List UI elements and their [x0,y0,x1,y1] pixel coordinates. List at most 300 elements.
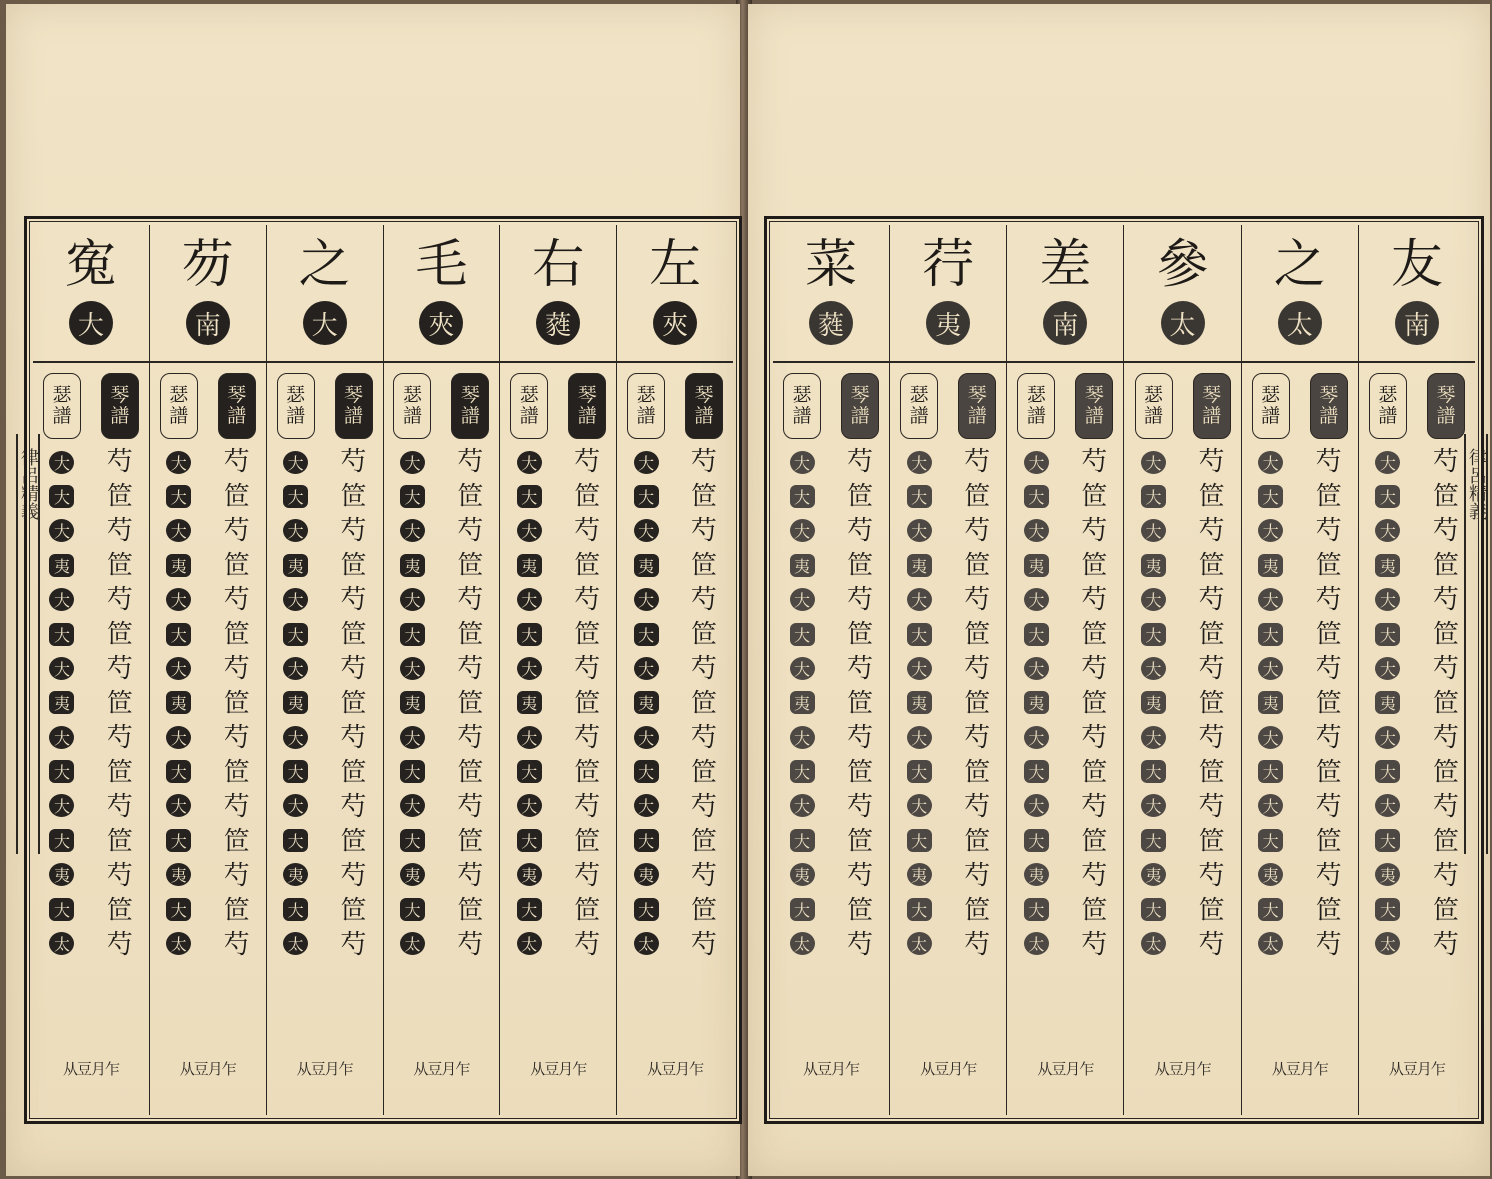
note-mark: 太 [790,932,815,955]
tablature-glyph: 芍 [223,516,250,546]
note-mark-list [634,445,659,961]
label-char: 譜 [1144,405,1164,427]
score-column [33,225,149,1115]
note-mark: 夷 [1258,691,1283,714]
column-body [150,363,266,1115]
note-mark: 大 [907,485,932,508]
note-mark: 大 [1258,794,1283,817]
tablature-glyph: 芍 [691,792,718,822]
note-mark: 大 [790,829,815,852]
label-char: 譜 [909,405,929,427]
tablature-glyph: 笸 [1081,688,1108,719]
note-mark: 夷 [517,554,542,577]
tablature-glyph: 芍 [340,792,367,822]
se-label [1369,373,1407,439]
tablature-glyph: 芍 [340,654,367,684]
tablature-glyph: 笸 [106,550,133,581]
note-mark: 大 [166,588,191,611]
note-mark: 大 [400,760,425,783]
note-mark: 夷 [634,554,659,577]
label-char: 譜 [967,405,987,427]
tablature-glyph: 笸 [1315,895,1342,926]
tablature-glyph: 芍 [1081,723,1108,753]
tablature-glyph: 笸 [691,550,718,581]
lyric-character: 荇 [922,235,975,295]
note-mark: 夷 [1024,554,1049,577]
note-mark: 大 [400,519,425,542]
tablature-glyph: 笸 [340,481,367,512]
note-mark: 夷 [400,691,425,714]
tablature-glyph: 芍 [1081,861,1108,891]
note-mark: 夷 [790,554,815,577]
qin-label [1193,373,1231,439]
qin-label [218,373,256,439]
tablature-list [1316,445,1342,963]
note-mark: 大 [166,726,191,749]
label-char: 瑟 [792,384,812,407]
note-mark: 大 [1375,623,1400,646]
column-footer: 从豆月乍 [530,1060,587,1078]
note-mark: 大 [634,898,659,921]
note-mark: 大 [1258,623,1283,646]
tablature-list [1081,445,1107,963]
label-char: 瑟 [1261,384,1281,407]
note-mark: 大 [1141,794,1166,817]
lyric-character: 芴 [181,235,234,295]
tablature-glyph: 芍 [1198,723,1225,753]
note-mark: 大 [1375,829,1400,852]
left-edge-title: 律呂精義 [16,434,40,854]
right-edge-title: 律呂精義 [1464,434,1488,854]
tablature-glyph: 笸 [457,826,484,857]
tablature-glyph: 芍 [964,930,991,960]
note-mark: 大 [283,519,308,542]
tablature-list [224,445,250,963]
tablature-glyph: 笸 [223,826,250,857]
column-footer: 从豆月乍 [1388,1060,1445,1078]
tablature-glyph: 芍 [106,654,133,684]
note-mark: 大 [283,726,308,749]
note-mark: 大 [166,760,191,783]
tablature-glyph: 笸 [847,895,874,926]
column-header [1242,225,1358,363]
tablature-glyph: 笸 [1198,481,1225,512]
right-columns [773,225,1475,1115]
qin-notation [675,363,733,1115]
score-column [889,225,1006,1115]
tablature-glyph: 芍 [847,516,874,546]
note-mark: 大 [283,485,308,508]
note-mark: 大 [790,623,815,646]
tablature-glyph: 芍 [847,447,874,477]
note-mark: 夷 [1375,863,1400,886]
note-mark: 大 [1141,898,1166,921]
tablature-glyph: 芍 [457,930,484,960]
label-char: 譜 [694,405,714,427]
pitch-note-badge: 夷 [926,301,970,345]
tablature-glyph: 笸 [340,550,367,581]
label-char: 琴 [1319,384,1339,407]
label-char: 譜 [636,405,656,427]
note-mark: 大 [1375,588,1400,611]
note-mark: 大 [400,623,425,646]
se-label [43,373,81,439]
tablature-glyph: 笸 [1315,757,1342,788]
tablature-glyph: 芍 [1315,723,1342,753]
qin-label [958,373,996,439]
tablature-glyph: 芍 [1432,723,1459,753]
tablature-glyph: 芍 [1315,930,1342,960]
note-mark: 大 [283,451,308,474]
column-footer: 从豆月乍 [179,1060,236,1078]
column-header [1359,225,1475,363]
note-mark: 大 [517,898,542,921]
note-mark: 夷 [283,554,308,577]
note-mark: 大 [790,657,815,680]
left-page [6,4,740,1176]
tablature-glyph: 芍 [223,585,250,615]
tablature-glyph: 芍 [340,516,367,546]
tablature-glyph: 芍 [574,516,601,546]
note-mark: 大 [400,657,425,680]
tablature-glyph: 芍 [1432,861,1459,891]
qin-label [451,373,489,439]
tablature-glyph: 笸 [1315,619,1342,650]
note-mark: 大 [49,898,74,921]
note-mark: 大 [1375,519,1400,542]
se-notation [1124,363,1182,1115]
tablature-glyph: 芍 [223,792,250,822]
column-header [1124,225,1240,363]
tablature-glyph: 笸 [1081,895,1108,926]
pitch-note-badge: 夾 [653,301,697,345]
label-char: 瑟 [1026,384,1046,407]
tablature-glyph: 芍 [691,654,718,684]
label-char: 譜 [1319,405,1339,427]
label-char: 譜 [1378,405,1398,427]
note-mark: 夷 [1141,554,1166,577]
label-char: 琴 [1084,384,1104,407]
label-char: 琴 [577,384,597,407]
note-mark: 夷 [400,554,425,577]
label-char: 琴 [110,384,130,407]
tablature-glyph: 笸 [691,895,718,926]
tablature-glyph: 笸 [691,619,718,650]
qin-label [335,373,373,439]
note-mark: 大 [283,657,308,680]
tablature-glyph: 芍 [340,585,367,615]
note-mark: 大 [49,726,74,749]
qin-label [568,373,606,439]
column-body [384,363,500,1115]
tablature-glyph: 芍 [1315,447,1342,477]
note-mark: 大 [634,760,659,783]
tablature-glyph: 芍 [847,585,874,615]
tablature-glyph: 笸 [964,826,991,857]
tablature-glyph: 笸 [1198,826,1225,857]
se-label [1252,373,1290,439]
note-mark: 大 [49,451,74,474]
tablature-glyph: 芍 [1198,861,1225,891]
se-notation [617,363,675,1115]
tablature-glyph: 笸 [340,895,367,926]
tablature-glyph: 笸 [1432,757,1459,788]
note-mark: 太 [1024,932,1049,955]
tablature-glyph: 芍 [1432,447,1459,477]
tablature-glyph: 芍 [574,792,601,822]
column-footer: 从豆月乍 [1154,1060,1211,1078]
tablature-glyph: 芍 [457,447,484,477]
tablature-glyph: 笸 [574,550,601,581]
se-notation [890,363,948,1115]
note-mark: 大 [1141,588,1166,611]
note-mark: 大 [1375,657,1400,680]
note-mark: 夷 [790,691,815,714]
note-mark: 大 [166,623,191,646]
tablature-glyph: 笸 [457,619,484,650]
note-mark: 夷 [1024,863,1049,886]
tablature-glyph: 笸 [691,688,718,719]
note-mark: 大 [1141,623,1166,646]
label-char: 譜 [850,405,870,427]
qin-notation [1065,363,1123,1115]
qin-label [841,373,879,439]
note-mark-list [517,445,542,961]
label-char: 琴 [967,384,987,407]
tablature-glyph: 笸 [1081,550,1108,581]
note-mark: 大 [283,829,308,852]
tablature-glyph: 芍 [457,861,484,891]
note-mark: 大 [634,485,659,508]
note-mark: 大 [1258,588,1283,611]
note-mark: 大 [49,519,74,542]
note-mark: 大 [634,794,659,817]
note-mark: 大 [1024,451,1049,474]
tablature-glyph: 芍 [574,585,601,615]
tablature-glyph: 芍 [847,654,874,684]
tablature-glyph: 芍 [691,585,718,615]
tablature-glyph: 笸 [340,619,367,650]
label-char: 琴 [227,384,247,407]
label-char: 琴 [694,384,714,407]
note-mark: 夷 [907,691,932,714]
note-mark: 大 [1024,657,1049,680]
note-mark-list [1024,445,1049,961]
se-label [277,373,315,439]
label-char: 譜 [460,405,480,427]
score-column [266,225,383,1115]
score-column [1241,225,1358,1115]
tablature-glyph: 笸 [1198,550,1225,581]
note-mark: 太 [517,932,542,955]
tablature-glyph: 笸 [106,619,133,650]
tablature-glyph: 芍 [691,723,718,753]
label-char: 譜 [577,405,597,427]
pitch-note-badge: 蕤 [809,301,853,345]
note-mark: 大 [907,451,932,474]
tablature-list [107,445,133,963]
note-mark: 夷 [1141,691,1166,714]
tablature-list [341,445,367,963]
tablature-glyph: 芍 [847,930,874,960]
column-footer: 从豆月乍 [1271,1060,1328,1078]
tablature-glyph: 芍 [964,792,991,822]
note-mark: 夷 [49,554,74,577]
note-mark: 夷 [1258,863,1283,886]
note-mark: 大 [1258,829,1283,852]
lyric-character: 之 [1273,235,1326,295]
score-column [383,225,500,1115]
note-mark: 太 [400,932,425,955]
note-mark: 大 [166,519,191,542]
note-mark-list [907,445,932,961]
label-char: 譜 [792,405,812,427]
label-char: 瑟 [286,384,306,407]
note-mark: 大 [1024,623,1049,646]
column-header [267,225,383,363]
tablature-glyph: 笸 [1081,826,1108,857]
column-footer: 从豆月乍 [296,1060,353,1078]
label-char: 譜 [344,405,364,427]
se-notation [150,363,208,1115]
note-mark: 大 [1141,726,1166,749]
tablature-glyph: 芍 [964,861,991,891]
tablature-glyph: 笸 [574,619,601,650]
label-char: 譜 [52,405,72,427]
column-body [1242,363,1358,1115]
note-mark: 大 [49,623,74,646]
tablature-glyph: 芍 [223,861,250,891]
tablature-glyph: 芍 [223,654,250,684]
tablature-glyph: 芍 [106,792,133,822]
note-mark: 大 [1141,451,1166,474]
tablature-glyph: 芍 [457,723,484,753]
tablature-glyph: 笸 [847,688,874,719]
tablature-glyph: 芍 [106,516,133,546]
tablature-glyph: 芍 [223,930,250,960]
note-mark: 大 [634,451,659,474]
se-notation [384,363,442,1115]
score-column [1358,225,1475,1115]
qin-notation [948,363,1006,1115]
tablature-glyph: 笸 [964,895,991,926]
column-header [617,225,733,363]
note-mark: 大 [907,898,932,921]
tablature-list [691,445,717,963]
note-mark: 夷 [1141,863,1166,886]
note-mark: 大 [907,623,932,646]
note-mark: 大 [49,829,74,852]
tablature-glyph: 芍 [223,447,250,477]
tablature-glyph: 芍 [574,447,601,477]
tablature-glyph: 芍 [106,930,133,960]
note-mark: 大 [517,829,542,852]
note-mark: 大 [1024,588,1049,611]
note-mark: 夷 [283,691,308,714]
note-mark: 大 [400,726,425,749]
tablature-glyph: 笸 [964,619,991,650]
note-mark: 大 [517,794,542,817]
note-mark: 夷 [1024,691,1049,714]
note-mark: 大 [400,898,425,921]
note-mark: 大 [1024,760,1049,783]
note-mark: 夷 [790,863,815,886]
note-mark: 大 [1141,829,1166,852]
tablature-glyph: 芍 [1081,792,1108,822]
tablature-glyph: 芍 [1198,654,1225,684]
note-mark: 大 [1141,760,1166,783]
note-mark: 大 [1258,519,1283,542]
note-mark-list [1375,445,1400,961]
tablature-glyph: 笸 [223,895,250,926]
tablature-glyph: 芍 [457,792,484,822]
tablature-glyph: 笸 [457,688,484,719]
note-mark: 大 [790,485,815,508]
tablature-glyph: 笸 [223,481,250,512]
note-mark: 大 [517,760,542,783]
note-mark: 大 [1024,519,1049,542]
tablature-glyph: 笸 [1315,688,1342,719]
se-notation [267,363,325,1115]
column-header [150,225,266,363]
tablature-glyph: 芍 [106,723,133,753]
note-mark: 夷 [49,691,74,714]
note-mark: 大 [283,898,308,921]
pitch-note-badge: 南 [1043,301,1087,345]
lyric-character: 之 [298,235,351,295]
score-column [149,225,266,1115]
score-column [1123,225,1240,1115]
note-mark: 太 [1258,932,1283,955]
note-mark: 大 [634,623,659,646]
note-mark: 夷 [634,863,659,886]
tablature-glyph: 笸 [1198,688,1225,719]
tablature-glyph: 芍 [340,447,367,477]
qin-label [1310,373,1348,439]
note-mark: 大 [517,485,542,508]
tablature-glyph: 笸 [106,895,133,926]
label-char: 譜 [227,405,247,427]
note-mark: 大 [517,623,542,646]
tablature-list [964,445,990,963]
score-column [499,225,616,1115]
tablature-glyph: 笸 [574,688,601,719]
tablature-glyph: 笸 [223,688,250,719]
label-char: 瑟 [52,384,72,407]
label-char: 琴 [850,384,870,407]
right-page [748,4,1490,1176]
tablature-glyph: 笸 [691,481,718,512]
qin-label [1075,373,1113,439]
note-mark: 大 [517,519,542,542]
note-mark: 太 [283,932,308,955]
tablature-glyph: 笸 [457,757,484,788]
note-mark-list [166,445,191,961]
tablature-glyph: 芍 [691,447,718,477]
tablature-glyph: 笸 [1198,895,1225,926]
tablature-glyph: 笸 [223,550,250,581]
note-mark: 大 [166,485,191,508]
note-mark: 大 [283,794,308,817]
tablature-glyph: 芍 [457,585,484,615]
tablature-glyph: 芍 [847,792,874,822]
note-mark: 夷 [166,691,191,714]
label-char: 譜 [519,405,539,427]
tablature-glyph: 笸 [223,619,250,650]
lyric-character: 毛 [415,235,468,295]
label-char: 譜 [286,405,306,427]
tablature-glyph: 笸 [847,550,874,581]
